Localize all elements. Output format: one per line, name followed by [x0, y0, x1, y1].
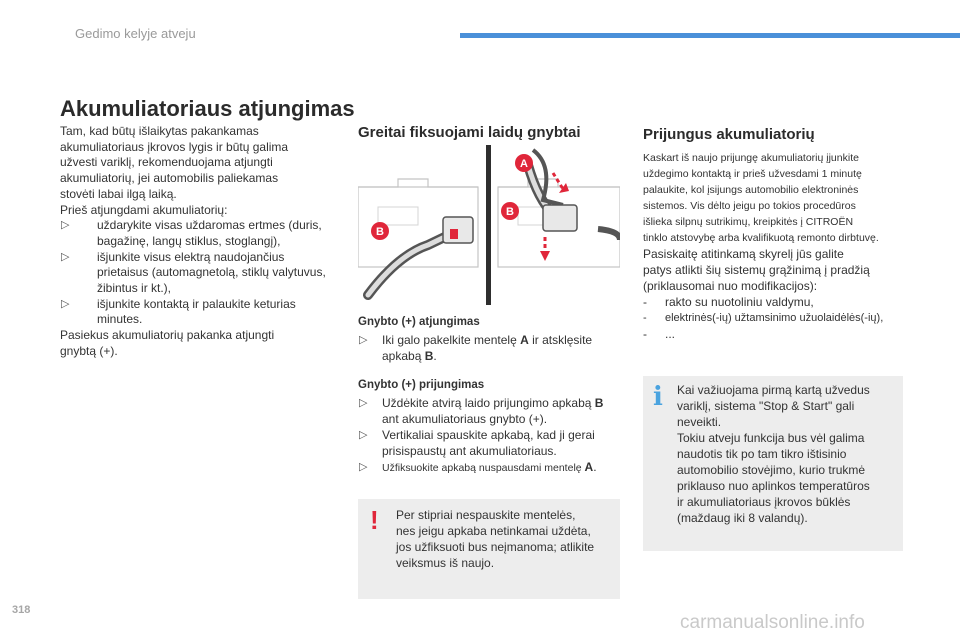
intro-paragraph — [60, 124, 342, 203]
text-line: rakto su nuotoliniu valdymu, — [665, 295, 814, 309]
list-item — [643, 326, 905, 342]
text-line: užvesti variklį, rekomenduojama atjungti — [60, 155, 273, 170]
text-line: Per stipriai nespauskite mentelės, — [396, 508, 576, 522]
dash-bullet: - — [643, 327, 647, 341]
text-line: ir akumuliatoriaus įkrovos būklės — [677, 495, 851, 509]
clamp-b-ref: B — [424, 349, 434, 363]
text-line: uždarykite visas uždaromas ertmes (duris, — [97, 218, 322, 233]
text-line: priklauso nuo aplinkos temperatūros — [677, 479, 870, 493]
warning-text — [396, 507, 606, 571]
subheading-disconnect: Gnybto (+) atjungimas — [358, 316, 480, 328]
text-line: (priklausomai nuo modifikacijos): — [643, 279, 818, 293]
warning-box — [358, 499, 620, 599]
arrow-bullet-icon: ▷ — [359, 461, 368, 473]
arrow-bullet-icon: ▷ — [61, 219, 70, 232]
lever-a-ref: A — [584, 460, 594, 474]
text-line: stovėti labai ilgą laiką. — [60, 186, 177, 201]
list-item — [643, 310, 905, 326]
text-line: Iki galo pakelkite mentelę — [382, 333, 521, 347]
text-line: (maždaug iki 8 valandų). — [677, 511, 808, 525]
list-item — [60, 218, 342, 249]
text-line: išjunkite visus elektrą naudojančius — [97, 249, 285, 264]
subheading-connect: Gnybto (+) prijungimas — [358, 379, 485, 391]
text-line: automobilio stovėjimo, kurio trukmė — [677, 463, 866, 477]
list-item — [60, 297, 342, 328]
label-b-left: B — [376, 226, 384, 238]
text-line: palaukite, kol įsijungs automobilio elektroninės — [643, 184, 859, 196]
arrow-bullet-icon: ▷ — [359, 397, 368, 409]
arrow-bullet-icon: ▷ — [61, 297, 70, 310]
text-line: prisispaustų ant akumuliatoriaus. — [382, 444, 557, 458]
connect-instructions — [358, 377, 620, 476]
text-line: minutes. — [97, 312, 143, 327]
text-line: akumuliatorių, jei automobilis paliekamas — [60, 171, 279, 186]
reconnect-paragraph — [643, 150, 905, 246]
list-item — [358, 459, 620, 476]
warning-exclamation-icon: ! — [370, 505, 379, 535]
info-text — [677, 382, 892, 526]
clamp-b-ref: B — [594, 396, 604, 410]
reset-paragraph — [643, 246, 905, 294]
label-a: A — [520, 158, 528, 170]
text-line: Kai važiuojama pirmą kartą užvedus — [677, 383, 870, 397]
list-item — [358, 395, 620, 427]
left-column — [60, 124, 342, 360]
text-line: bagažinę, langų stiklus, stoglangį), — [97, 233, 281, 248]
text-line: uždegimo kontaktą ir prieš užvesdami 1 minutę — [643, 168, 862, 180]
label-b-right: B — [506, 206, 514, 218]
section-title-terminals: Greitai fiksuojami laidų gnybtai — [358, 124, 581, 141]
page-title: Akumuliatoriaus atjungimas — [60, 96, 355, 121]
text-line: nes jeigu apkaba netinkamai uždėta, — [396, 524, 591, 538]
lever-a-ref: A — [520, 333, 529, 347]
text-line: Tam, kad būtų išlaikytas pakankamas — [60, 124, 259, 138]
text-line: tinklo atstovybę arba kvalifikuotą remonto dirbtuvę. — [643, 232, 879, 244]
text-line: žibintus ir kt.), — [97, 281, 172, 296]
battery-terminal-diagram — [358, 145, 620, 305]
text-line: akumuliatoriaus įkrovos lygis ir būtų galima — [60, 139, 289, 154]
text-line: patys atlikti šių sistemų grąžinimą į pradžią — [643, 263, 870, 277]
watermark: carmanualsonline.info — [680, 612, 865, 633]
text-line: Pasiekus akumuliatorių pakanka atjungti — [60, 328, 275, 343]
text-line: Užfiksuokite apkabą nuspausdami mentelę — [382, 462, 585, 474]
reset-systems-list — [643, 294, 905, 342]
before-label: Prieš atjungdami akumuliatorių: — [60, 202, 228, 217]
dash-bullet: - — [643, 295, 647, 309]
dash-bullet: - — [643, 312, 647, 324]
text-line: . — [593, 460, 597, 474]
text-line: jos užfiksuoti bus neįmanoma; atlikite — [396, 540, 595, 554]
list-item — [358, 427, 620, 459]
text-line: Vertikaliai spauskite apkabą, kad ji gerai — [382, 428, 595, 442]
text-line: ir atsklęsite — [528, 333, 593, 347]
arrow-bullet-icon: ▷ — [359, 429, 368, 441]
text-line: Uždėkite atvirą laido prijungimo apkabą — [382, 396, 595, 410]
info-box — [643, 376, 903, 551]
right-column — [643, 150, 905, 342]
text-line: neveikti. — [677, 415, 722, 429]
text-line: Pasiskaitę atitinkamą skyrelį jūs galite — [643, 247, 844, 261]
text-line: ... — [665, 327, 676, 341]
list-item — [643, 294, 905, 310]
text-line: Tokiu atveju funkcija bus vėl galima — [677, 431, 865, 445]
text-line: sistemos. Vis dėlto jeigu po tokios procedūros — [643, 200, 856, 212]
text-line: . — [433, 349, 437, 363]
arrow-bullet-icon: ▷ — [61, 250, 70, 263]
text-line: išlieka silpnų sutrikimų, kreipkitės į CITROËN — [643, 216, 854, 228]
text-line: veiksmus iš naujo. — [396, 556, 495, 570]
text-line: prietaisus (automagnetolą, stiklų valytuvus, — [97, 265, 326, 280]
header-accent-bar — [460, 33, 960, 38]
text-line: naudotis tik po tam tikro ištisinio — [677, 447, 847, 461]
page-number: 318 — [12, 604, 31, 616]
text-line: elektrinės(-ių) užtamsinimo užuolaidėlės(-ių), — [665, 312, 884, 324]
text-line: išjunkite kontaktą ir palaukite keturias — [97, 296, 296, 311]
outro-paragraph — [60, 328, 342, 359]
disconnect-instructions — [358, 314, 620, 364]
text-line: variklį, sistema "Stop & Start" gali — [677, 399, 855, 413]
preparation-list — [60, 218, 342, 328]
text-line: apkabą — [382, 349, 425, 363]
section-title-reconnected: Prijungus akumuliatorių — [643, 126, 815, 143]
list-item — [358, 332, 620, 364]
text-line: Kaskart iš naujo prijungę akumuliatorių įjunkite — [643, 152, 859, 164]
arrow-bullet-icon: ▷ — [359, 334, 368, 346]
text-line: ant akumuliatoriaus gnybto (+). — [382, 412, 548, 426]
info-icon: i — [653, 382, 663, 412]
header-section-title: Gedimo kelyje atveju — [75, 26, 196, 41]
text-line: gnybtą (+). — [60, 343, 118, 358]
list-item — [60, 250, 342, 297]
